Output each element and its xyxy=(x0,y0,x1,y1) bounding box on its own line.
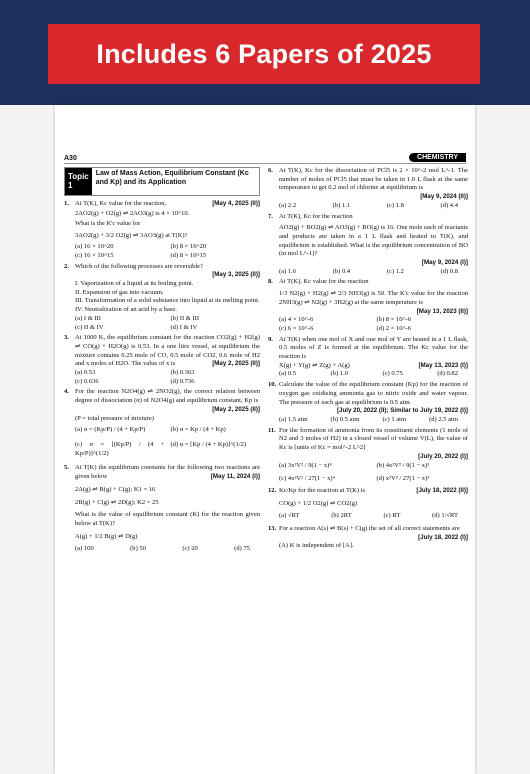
header-rule xyxy=(64,163,466,164)
option-d[interactable]: (d) 1/√RT xyxy=(432,512,458,520)
option-b[interactable]: (b) 1.1 xyxy=(332,201,351,209)
options xyxy=(279,268,468,277)
left-column xyxy=(64,167,260,556)
options xyxy=(75,545,260,554)
option-a[interactable]: (a) 100 xyxy=(75,545,94,553)
question-6 xyxy=(268,167,468,211)
option-a[interactable]: (a) 3x²V² / 9(1 − x)⁴ xyxy=(279,461,332,469)
option-c[interactable]: (c) 6 × 10^-6 xyxy=(279,324,314,332)
option-a[interactable]: (a) √RT xyxy=(279,512,300,520)
equation: CO(g) + 1/2 O2(g) ⇌ CO2(g) xyxy=(279,499,358,507)
option-c[interactable]: (c) 1.8 xyxy=(386,201,404,209)
option-c[interactable]: (c) 0.636 xyxy=(75,377,99,385)
question-13 xyxy=(268,525,468,551)
option-d[interactable]: (d) 0.8 xyxy=(440,267,458,275)
option-a[interactable]: (a) 1.6 xyxy=(279,267,297,275)
question-text: At T(K) when one mol of X and one mol of Y are heated in a 1 L flask, 0.5 moles of Z is formed at the equilibrium. The Kc value for the reaction is xyxy=(279,335,468,361)
exam-tag: [May 2, 2025 (II)] xyxy=(212,405,260,413)
option-d[interactable]: (d) 75 xyxy=(234,545,250,553)
question-2 xyxy=(64,263,260,333)
question-text: At T(K) the equilibrium constants for the following two reactions are given below xyxy=(75,464,260,481)
exam-tag: [July 18, 2022 (II)] xyxy=(416,486,468,494)
option-d[interactable]: (d) x²V² / 27(1 − x)³ xyxy=(376,475,430,483)
question-number: 10. xyxy=(268,381,277,389)
option-a[interactable]: (a) 4 × 10^-6 xyxy=(279,316,314,324)
exam-tag: [July 20, 2022 (II); Similar to July 19, 2022 (I)] xyxy=(336,407,468,415)
question-number: 8. xyxy=(268,278,273,286)
options xyxy=(75,426,260,458)
option-b[interactable]: (b) 0.4 xyxy=(332,267,351,275)
question-number: 2. xyxy=(64,262,69,270)
option-b[interactable]: (b) 1.0 xyxy=(330,370,348,378)
option-c[interactable]: (c) 1.2 xyxy=(386,267,404,275)
question-3 xyxy=(64,334,260,386)
option-d[interactable]: (d) 0.736 xyxy=(170,377,195,385)
question-4 xyxy=(64,388,260,458)
question-9 xyxy=(268,336,468,380)
question-10 xyxy=(268,381,468,425)
option-d[interactable]: (d) 0.82 xyxy=(437,370,458,378)
question-number: 5. xyxy=(64,464,69,472)
statement: IV. Neutralization of an acid by a base. xyxy=(75,306,177,314)
note: (P = total pressure of mixture) xyxy=(75,414,154,422)
question-text: What is the K'c value for xyxy=(75,219,141,227)
options xyxy=(75,369,260,386)
option-b[interactable]: (b) 8 × 10^20 xyxy=(170,243,207,251)
option-a[interactable]: (a) α = (Kp/P) / (4 + Kp/P) xyxy=(75,426,146,434)
question-number: 4. xyxy=(64,388,69,396)
option-b[interactable]: (b) α = Kp / (4 + Kp) xyxy=(170,426,226,434)
statement: I. Vaporization of a liquid at its boiling point. xyxy=(75,280,194,288)
question-text: At 1000 K, the equilibrium constant for the reaction CO2(g) + H2(g) ⇌ CO(g) + H2O(g) is 0.53. In a one litre vessel, at equilibrium the mixture contains 0.25 mole of CO, 0.5 mole of CO2, 0.6 mole of H2 and x moles of H2O. The value of x is xyxy=(75,334,260,368)
question-text: Which of the following processes are reversible? xyxy=(75,262,203,270)
question-number: 12. xyxy=(268,486,277,494)
option-c[interactable]: (c) RT xyxy=(383,512,401,520)
question-text: At T(K), Kc value for the reaction xyxy=(279,278,369,286)
question-1 xyxy=(64,200,260,260)
book-page xyxy=(55,105,475,774)
exam-tag: [May 11, 2024 (I)] xyxy=(210,473,260,481)
exam-tag: [May 9, 2024 (II)] xyxy=(420,193,468,201)
options xyxy=(279,512,468,521)
option-a[interactable]: (a) 16 × 10^20 xyxy=(75,243,114,251)
subject-tab: CHEMISTRY xyxy=(409,153,466,162)
option-d[interactable]: (d) α = [Kp / (4 + Kp)]^(1/2) xyxy=(170,440,247,448)
option-a[interactable]: (a) I & III xyxy=(75,314,101,322)
statement: III. Transformation of a solid substance into liquid at its melting point. xyxy=(75,297,260,305)
page-number: A30 xyxy=(64,155,77,162)
equation: 2A(g) ⇌ B(g) + C(g); K1 = 16 xyxy=(75,485,156,493)
option-b[interactable]: (b) 0.363 xyxy=(170,369,195,377)
statement: (A) K is independent of [A]. xyxy=(279,542,354,550)
exam-tag: [May 3, 2025 (II)] xyxy=(212,271,260,279)
options xyxy=(279,462,468,484)
exam-tag: [July 18, 2022 (I)] xyxy=(418,533,468,541)
question-text: For the reaction N2O4(g) ⇌ 2NO2(g), the correct relation between degree of dissociation (α) of N2O4(g) and equilibrium constant, Kp is xyxy=(75,388,260,405)
question-text: For a reaction A(s) ⇌ B(s) + C(g) the set of all correct statements are xyxy=(279,525,460,533)
equation: A(g) + 1/2 B(g) ⇌ D(g) xyxy=(75,532,138,540)
options xyxy=(75,315,260,332)
option-c[interactable]: (c) α = [(Kp/P) / (4 + Kp/P)]^(1/2) xyxy=(75,440,165,457)
option-c[interactable]: (c) 16 × 10^15 xyxy=(75,251,114,259)
question-5 xyxy=(64,464,260,554)
option-d[interactable]: (d) 8 × 10^15 xyxy=(170,251,207,259)
option-b[interactable]: (b) 50 xyxy=(130,545,146,553)
question-text: Kc/Kp for the reaction at T(K) is xyxy=(279,486,366,494)
question-number: 7. xyxy=(268,212,273,220)
option-c[interactable]: (c) II & IV xyxy=(75,323,104,331)
question-text: What is the value of equilibrium constant (K) for the reaction given below at T(K)? xyxy=(75,511,260,527)
topic-badge: Topic 1 xyxy=(65,168,92,195)
question-text: For the formation of ammonia from its constituent elements (1 mole of N2 and 3 moles of H2) in a closed vessel of volume V(L), the value of Kc is [units of Kc = mol^-2 L^2] xyxy=(279,426,468,452)
option-d[interactable]: (d) 2 × 10^-6 xyxy=(376,324,412,332)
question-number: 3. xyxy=(64,334,69,342)
option-d[interactable]: (d) 2.5 atm xyxy=(429,415,458,423)
question-text: Calculate the value of the equilibrium constant (Kp) for the reaction of oxygen gas oxidising ammonia gas to nitric oxide and water vapour. The pressure of each gas at equilibrium is 0.5 atm. xyxy=(279,381,468,406)
exam-tag: [May 9, 2024 (I)] xyxy=(421,259,468,267)
question-number: 13. xyxy=(268,525,277,533)
equation-text: X(g) + Y(g) ⇌ Z(g) + A(g) xyxy=(279,361,350,369)
exam-tag: [May 2, 2025 (II)] xyxy=(212,360,260,368)
right-column xyxy=(268,167,468,553)
question-number: 11. xyxy=(268,426,276,434)
option-c[interactable]: (c) 1 atm xyxy=(382,415,407,423)
question-12 xyxy=(268,487,468,521)
options xyxy=(75,243,260,260)
question-number: 9. xyxy=(268,335,273,343)
option-c[interactable]: (c) 0.75 xyxy=(382,370,403,378)
option-d[interactable]: (d) 4.4 xyxy=(440,201,458,209)
option-b[interactable]: (b) II & III xyxy=(170,314,200,322)
question-11 xyxy=(268,427,468,484)
question-text: At T(K), Kc for the dissociation of PCl5 is 2 × 10^-2 mol L^-1. The number of moles of PCl5 that must be taken in 1.0 L flask at the same temperature to get 0.2 mol of chlorine at equilibrium is xyxy=(279,167,468,192)
question-text: 1/3 N2(g) + H2(g) ⇌ 2/3 NH3(g) is 50. The K'c value for the reaction 2NH3(g) ⇌ N2(g) + 3H2(g) at the same temperature is xyxy=(279,290,468,306)
options xyxy=(279,202,468,211)
question-text: At T(K), Kc value for the reaction, xyxy=(75,200,167,208)
question-8 xyxy=(268,278,468,333)
topic-header xyxy=(64,167,260,196)
option-d[interactable]: (d) I & IV xyxy=(170,323,198,331)
topic-title: Law of Mass Action, Equilibrium Constant (Kc and Kp) and its Application xyxy=(95,170,249,186)
option-c[interactable]: (c) 4x²V² / 27(1 − x)⁴ xyxy=(279,475,335,483)
option-a[interactable]: (a) 2.2 xyxy=(279,201,297,209)
equation xyxy=(279,362,468,371)
options xyxy=(279,416,468,425)
option-a[interactable]: (a) 0.5 xyxy=(279,370,297,378)
equation: 3AO2(g) + 3/2 O2(g) ⇌ 3AO3(g) at T(K)? xyxy=(75,231,188,239)
equation: 2B(g) + C(g) ⇌ 2D(g); K2 = 25 xyxy=(75,498,159,506)
question-number: 1. xyxy=(64,200,69,208)
option-a[interactable]: (a) 0.53 xyxy=(75,369,96,377)
option-c[interactable]: (c) 20 xyxy=(182,545,198,553)
option-b[interactable]: (b) 0.5 atm xyxy=(330,415,360,423)
question-text: AO2(g) + BO2(g) ⇌ AO3(g) + BO(g) is 16. One mole each of reactants and products are taken in a 1 L flask and heated to T(K), and equilibrium is established. What is the equilibrium concentration of BO (in mol L^-1)? xyxy=(279,224,468,258)
exam-tag: [May 13, 2023 (II)] xyxy=(416,307,468,315)
exam-tag: [July 20, 2022 (I)] xyxy=(418,452,468,460)
promo-banner: Includes 6 Papers of 2025 xyxy=(48,24,480,84)
question-number: 6. xyxy=(268,167,273,174)
option-b[interactable]: (b) 4x²V² / 9(1 − x)³ xyxy=(376,461,430,469)
question-text: At T(K), Kc for the reaction xyxy=(279,212,353,220)
option-a[interactable]: (a) 1.5 atm xyxy=(279,415,308,423)
question-7 xyxy=(268,213,468,277)
options xyxy=(279,370,468,379)
options xyxy=(279,316,468,333)
option-b[interactable]: (b) 8 × 10^-6 xyxy=(376,316,412,324)
option-b[interactable]: (b) 2RT xyxy=(331,512,352,520)
exam-tag: [May 13, 2023 (I)] xyxy=(418,361,468,369)
statement: II. Expansion of gas into vacuum. xyxy=(75,288,164,296)
exam-tag: [May 4, 2025 (II)] xyxy=(212,200,260,208)
equation: 2AO2(g) + O2(g) ⇌ 2AO3(g) is 4 × 10^10. xyxy=(75,210,190,218)
